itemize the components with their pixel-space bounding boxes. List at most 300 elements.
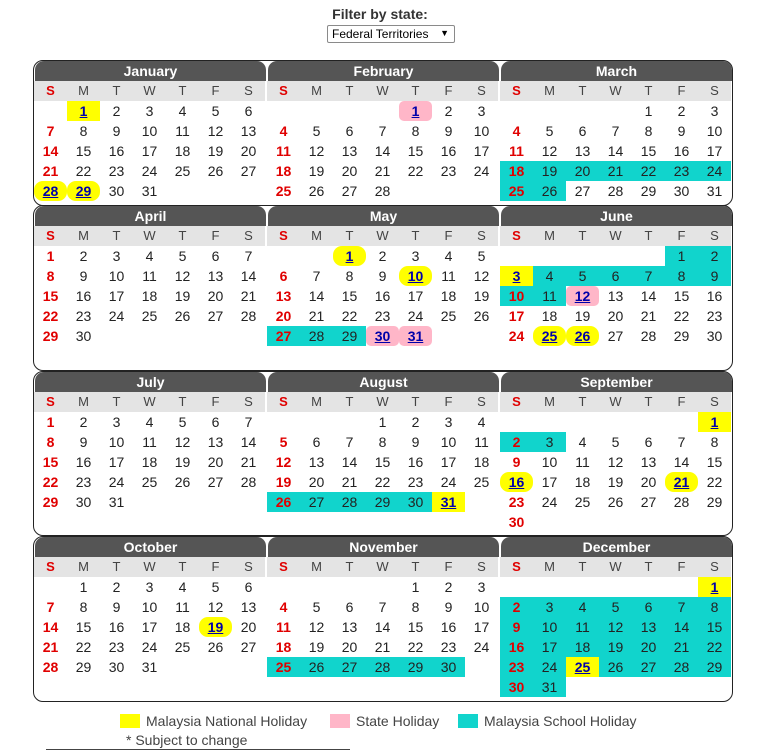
day-cell: 7: [46, 123, 55, 139]
day-cell: 17: [108, 288, 125, 304]
day-cell: 26: [533, 181, 566, 201]
day-cell: 7: [378, 599, 387, 615]
weekday-label: M: [78, 228, 89, 243]
day-cell: 13: [574, 143, 591, 159]
holiday-date-link[interactable]: 28: [34, 181, 67, 201]
day-cell: 3: [533, 597, 566, 617]
weekday-label: T: [112, 394, 121, 409]
day-cell: 8: [411, 599, 420, 615]
day-cell: 26: [607, 494, 624, 510]
day-cell: 19: [473, 288, 490, 304]
legend-state-swatch: [330, 714, 350, 728]
day-cell: 1: [46, 248, 55, 264]
day-cell: 4: [178, 579, 187, 595]
chevron-down-icon: ▼: [440, 28, 449, 38]
day-cell: 26: [207, 639, 224, 655]
day-cell: 28: [640, 328, 657, 344]
day-cell: 12: [308, 619, 325, 635]
day-cell: 23: [374, 308, 391, 324]
holiday-date-link[interactable]: 1: [333, 246, 366, 266]
legend-state: [330, 713, 439, 729]
day-cell: 2: [500, 432, 533, 452]
day-cell: 22: [42, 308, 59, 324]
day-cell: 28: [607, 183, 624, 199]
weekday-label: W: [376, 83, 389, 98]
holiday-date-link[interactable]: 31: [399, 326, 432, 346]
holiday-date-link[interactable]: 1: [67, 101, 100, 121]
day-cell: 30: [399, 492, 432, 512]
day-cell: 22: [706, 474, 723, 490]
day-cell: 30: [432, 657, 465, 677]
weekday-header: [500, 557, 731, 577]
day-cell: 26: [473, 308, 490, 324]
day-cell: 27: [640, 494, 657, 510]
day-cell: 5: [599, 597, 632, 617]
day-cell: 29: [333, 326, 366, 346]
day-cell: 31: [141, 659, 158, 675]
day-cell: 15: [673, 288, 690, 304]
day-cell: 25: [174, 639, 191, 655]
day-cell: 22: [75, 163, 92, 179]
holiday-date-link[interactable]: 3: [500, 266, 533, 286]
day-cell: 23: [407, 474, 424, 490]
day-cell: 12: [174, 434, 191, 450]
quarter-1: [33, 60, 733, 206]
day-cell: 24: [533, 657, 566, 677]
holiday-date-link[interactable]: 1: [698, 412, 731, 432]
weekday-label: T: [178, 394, 187, 409]
day-cell: 8: [378, 434, 387, 450]
holiday-date-link[interactable]: 16: [500, 472, 533, 492]
day-cell: 11: [142, 268, 157, 284]
filter-label: Filter by state:: [332, 6, 428, 22]
day-cell: 6: [211, 248, 220, 264]
day-cell: 12: [275, 454, 292, 470]
day-cell: 10: [706, 123, 723, 139]
quarter-4: [33, 536, 733, 702]
day-cell: 20: [240, 143, 257, 159]
day-cell: 3: [710, 103, 719, 119]
day-cell: 18: [574, 474, 591, 490]
weekday-label: F: [677, 559, 686, 574]
day-cell: 29: [42, 494, 59, 510]
weekday-label: T: [578, 83, 587, 98]
day-cell: 9: [444, 599, 453, 615]
month-november: [267, 537, 500, 701]
day-cell: 13: [640, 454, 657, 470]
day-cell: 17: [473, 619, 490, 635]
day-cell: 21: [599, 161, 632, 181]
day-cell: 6: [211, 414, 220, 430]
day-cell: 24: [541, 494, 558, 510]
month-july: [34, 372, 267, 535]
day-cell: 10: [473, 599, 490, 615]
day-cell: 15: [407, 143, 424, 159]
day-cell: 15: [341, 288, 358, 304]
day-cell: 1: [644, 103, 653, 119]
day-cell: 13: [632, 617, 665, 637]
day-cell: 24: [108, 474, 125, 490]
day-cell: 14: [42, 619, 59, 635]
month-name: January: [35, 61, 266, 81]
weekday-label: M: [311, 83, 322, 98]
day-cell: 11: [575, 454, 590, 470]
day-cell: 29: [706, 494, 723, 510]
day-cell: 20: [566, 161, 599, 181]
day-cell: 9: [112, 599, 121, 615]
day-cell: 6: [578, 123, 587, 139]
day-cell: 12: [174, 268, 191, 284]
month-name: November: [268, 537, 499, 557]
weekday-label: T: [411, 228, 420, 243]
day-cell: 26: [174, 308, 191, 324]
day-cell: 30: [673, 183, 690, 199]
weekday-label: S: [46, 228, 55, 243]
day-cell: 31: [533, 677, 566, 697]
holiday-date-link[interactable]: 25: [566, 657, 599, 677]
day-cell: 8: [46, 434, 55, 450]
holiday-date-link[interactable]: 21: [665, 472, 698, 492]
day-cell: 31: [706, 183, 723, 199]
day-cell: 17: [541, 474, 558, 490]
weekday-label: M: [544, 559, 555, 574]
day-cell: 6: [312, 434, 321, 450]
day-cell: 18: [440, 288, 457, 304]
weekday-label: F: [211, 559, 220, 574]
month-september: [500, 372, 733, 535]
weekday-label: S: [46, 83, 55, 98]
weekday-header: [267, 81, 498, 101]
weekday-label: T: [178, 83, 187, 98]
day-cell: 23: [500, 657, 533, 677]
day-cell: 23: [665, 161, 698, 181]
day-cell: 29: [640, 183, 657, 199]
day-cell: 23: [108, 639, 125, 655]
weekday-label: F: [444, 559, 453, 574]
day-cell: 3: [145, 579, 154, 595]
day-cell: 15: [75, 143, 92, 159]
day-cell: 6: [644, 434, 653, 450]
day-cell: 13: [341, 143, 358, 159]
day-cell: 20: [607, 308, 624, 324]
month-april: [34, 206, 267, 370]
weekday-label: S: [512, 228, 521, 243]
day-cell: 2: [444, 579, 453, 595]
day-cell: 4: [566, 597, 599, 617]
day-cell: 29: [673, 328, 690, 344]
weekday-label: S: [512, 559, 521, 574]
day-cell: 17: [706, 143, 723, 159]
weekday-label: W: [376, 559, 389, 574]
weekday-label: M: [78, 559, 89, 574]
weekday-header: [500, 81, 731, 101]
month-name: February: [268, 61, 499, 81]
day-cell: 21: [240, 288, 257, 304]
month-name: March: [501, 61, 732, 81]
day-cell: 15: [75, 619, 92, 635]
day-cell: 28: [366, 657, 399, 677]
day-cell: 28: [665, 657, 698, 677]
month-name: May: [268, 206, 499, 226]
day-cell: 22: [632, 161, 665, 181]
day-cell: 8: [345, 268, 354, 284]
weekday-label: S: [477, 83, 486, 98]
holiday-date-link[interactable]: 31: [432, 492, 465, 512]
day-cell: 18: [473, 454, 490, 470]
weekday-label: F: [677, 83, 686, 98]
day-cell: 22: [407, 163, 424, 179]
day-cell: 11: [142, 434, 157, 450]
day-cell: 4: [444, 248, 453, 264]
day-cell: 18: [566, 637, 599, 657]
day-cell: 2: [112, 103, 121, 119]
day-cell: 18: [275, 639, 292, 655]
weekday-label: W: [376, 228, 389, 243]
day-cell: 5: [178, 414, 187, 430]
day-cell: 4: [145, 414, 154, 430]
weekday-label: T: [578, 228, 587, 243]
day-cell: 26: [308, 183, 325, 199]
holiday-date-link[interactable]: 26: [566, 326, 599, 346]
day-cell: 18: [541, 308, 558, 324]
weekday-label: S: [710, 228, 719, 243]
day-cell: 10: [473, 123, 490, 139]
weekday-label: T: [578, 559, 587, 574]
day-cell: 1: [665, 246, 698, 266]
day-cell: 24: [141, 639, 158, 655]
weekday-label: W: [143, 83, 156, 98]
day-cell: 27: [207, 308, 224, 324]
day-cell: 7: [312, 268, 321, 284]
day-cell: 2: [677, 103, 686, 119]
day-cell: 24: [508, 328, 525, 344]
weekday-header: [34, 392, 265, 412]
day-cell: 21: [665, 637, 698, 657]
day-cell: 12: [541, 143, 558, 159]
day-cell: 14: [42, 143, 59, 159]
day-cell: 29: [75, 659, 92, 675]
day-cell: 24: [698, 161, 731, 181]
holiday-date-link[interactable]: 29: [67, 181, 100, 201]
day-cell: 15: [42, 288, 59, 304]
weekday-label: M: [78, 83, 89, 98]
day-cell: 28: [240, 474, 257, 490]
day-cell: 15: [42, 454, 59, 470]
day-cell: 8: [79, 599, 88, 615]
day-cell: 30: [108, 183, 125, 199]
day-cell: 16: [407, 454, 424, 470]
day-cell: 10: [541, 454, 558, 470]
month-name: June: [501, 206, 732, 226]
day-cell: 5: [211, 103, 220, 119]
day-cell: 1: [46, 414, 55, 430]
weekday-label: T: [411, 559, 420, 574]
day-cell: 2: [112, 579, 121, 595]
holiday-date-link[interactable]: 1: [698, 577, 731, 597]
day-cell: 26: [174, 474, 191, 490]
day-cell: 5: [312, 123, 321, 139]
month-name: July: [35, 372, 266, 392]
day-cell: 16: [500, 637, 533, 657]
weekday-label: M: [78, 394, 89, 409]
day-cell: 3: [411, 248, 420, 264]
day-cell: 14: [341, 454, 358, 470]
month-name: August: [268, 372, 499, 392]
day-cell: 9: [444, 123, 453, 139]
weekday-label: W: [143, 394, 156, 409]
day-cell: 28: [300, 326, 333, 346]
holiday-date-link[interactable]: 10: [399, 266, 432, 286]
day-cell: 11: [276, 619, 291, 635]
day-cell: 21: [640, 308, 657, 324]
day-cell: 30: [508, 514, 525, 530]
day-cell: 23: [75, 308, 92, 324]
weekday-label: S: [710, 83, 719, 98]
day-cell: 7: [345, 434, 354, 450]
day-cell: 12: [607, 454, 624, 470]
day-cell: 22: [698, 637, 731, 657]
day-cell: 22: [374, 474, 391, 490]
day-cell: 27: [207, 474, 224, 490]
month-february: [267, 61, 500, 205]
day-cell: 13: [207, 268, 224, 284]
day-cell: 23: [440, 639, 457, 655]
day-cell: 25: [141, 474, 158, 490]
weekday-label: T: [345, 394, 354, 409]
day-cell: 17: [533, 637, 566, 657]
month-name: September: [501, 372, 732, 392]
day-cell: 22: [75, 639, 92, 655]
day-cell: 15: [698, 617, 731, 637]
day-cell: 21: [374, 163, 391, 179]
day-cell: 4: [279, 599, 288, 615]
day-cell: 17: [141, 143, 158, 159]
day-cell: 13: [308, 454, 325, 470]
day-cell: 20: [341, 639, 358, 655]
day-cell: 7: [632, 266, 665, 286]
holiday-date-link[interactable]: 19: [199, 617, 232, 637]
day-cell: 3: [477, 579, 486, 595]
day-cell: 18: [141, 288, 158, 304]
day-cell: 18: [500, 161, 533, 181]
day-cell: 7: [677, 434, 686, 450]
state-filter-select[interactable]: [327, 25, 455, 43]
day-cell: 13: [607, 288, 624, 304]
day-cell: 13: [240, 599, 257, 615]
day-cell: 2: [411, 414, 420, 430]
day-cell: 15: [374, 454, 391, 470]
day-cell: 30: [108, 659, 125, 675]
day-cell: 8: [79, 123, 88, 139]
day-cell: 11: [533, 286, 566, 306]
day-cell: 25: [473, 474, 490, 490]
day-cell: 17: [407, 288, 424, 304]
holiday-date-link[interactable]: 1: [399, 101, 432, 121]
day-cell: 25: [174, 163, 191, 179]
day-cell: 20: [341, 163, 358, 179]
weekday-label: F: [211, 83, 220, 98]
holiday-date-link[interactable]: 25: [533, 326, 566, 346]
day-cell: 27: [300, 492, 333, 512]
day-cell: 27: [632, 657, 665, 677]
day-cell: 30: [500, 677, 533, 697]
weekday-label: T: [345, 83, 354, 98]
day-cell: 12: [207, 599, 224, 615]
day-cell: 4: [512, 123, 521, 139]
day-cell: 22: [673, 308, 690, 324]
day-cell: 29: [42, 328, 59, 344]
day-cell: 16: [440, 619, 457, 635]
weekday-header: [500, 226, 731, 246]
day-cell: 13: [207, 434, 224, 450]
day-cell: 24: [108, 308, 125, 324]
day-cell: 21: [42, 163, 59, 179]
day-cell: 23: [75, 474, 92, 490]
day-cell: 6: [244, 579, 253, 595]
day-cell: 10: [108, 268, 125, 284]
day-cell: 16: [75, 288, 92, 304]
day-cell: 22: [42, 474, 59, 490]
day-cell: 5: [178, 248, 187, 264]
weekday-label: S: [710, 394, 719, 409]
day-cell: 26: [300, 657, 333, 677]
day-cell: 7: [244, 248, 253, 264]
day-cell: 30: [75, 328, 92, 344]
day-cell: 3: [112, 248, 121, 264]
weekday-label: S: [279, 559, 288, 574]
day-cell: 11: [566, 617, 599, 637]
day-cell: 10: [141, 599, 158, 615]
day-cell: 21: [42, 639, 59, 655]
holiday-date-link[interactable]: 30: [366, 326, 399, 346]
weekday-label: S: [710, 559, 719, 574]
day-cell: 25: [275, 183, 292, 199]
day-cell: 17: [473, 143, 490, 159]
weekday-label: F: [444, 394, 453, 409]
weekday-label: S: [512, 83, 521, 98]
day-cell: 22: [407, 639, 424, 655]
day-cell: 3: [477, 103, 486, 119]
day-cell: 19: [599, 637, 632, 657]
day-cell: 9: [500, 617, 533, 637]
day-cell: 29: [366, 492, 399, 512]
weekday-label: W: [609, 83, 622, 98]
day-cell: 21: [308, 308, 325, 324]
weekday-label: S: [512, 394, 521, 409]
day-cell: 20: [632, 637, 665, 657]
day-cell: 14: [665, 617, 698, 637]
day-cell: 19: [607, 474, 624, 490]
day-cell: 23: [508, 494, 525, 510]
day-cell: 14: [308, 288, 325, 304]
day-cell: 6: [632, 597, 665, 617]
legend-school-swatch: [458, 714, 478, 728]
weekday-label: S: [279, 228, 288, 243]
holiday-date-link[interactable]: 12: [566, 286, 599, 306]
month-name: October: [35, 537, 266, 557]
day-cell: 19: [174, 454, 191, 470]
day-cell: 16: [108, 143, 125, 159]
legend-state-label: State Holiday: [356, 713, 440, 729]
day-cell: 2: [79, 248, 88, 264]
day-cell: 20: [640, 474, 657, 490]
weekday-label: T: [345, 228, 354, 243]
day-cell: 11: [441, 268, 456, 284]
day-cell: 15: [407, 619, 424, 635]
day-cell: 19: [207, 143, 224, 159]
legend-national: [120, 713, 307, 729]
day-cell: 2: [500, 597, 533, 617]
